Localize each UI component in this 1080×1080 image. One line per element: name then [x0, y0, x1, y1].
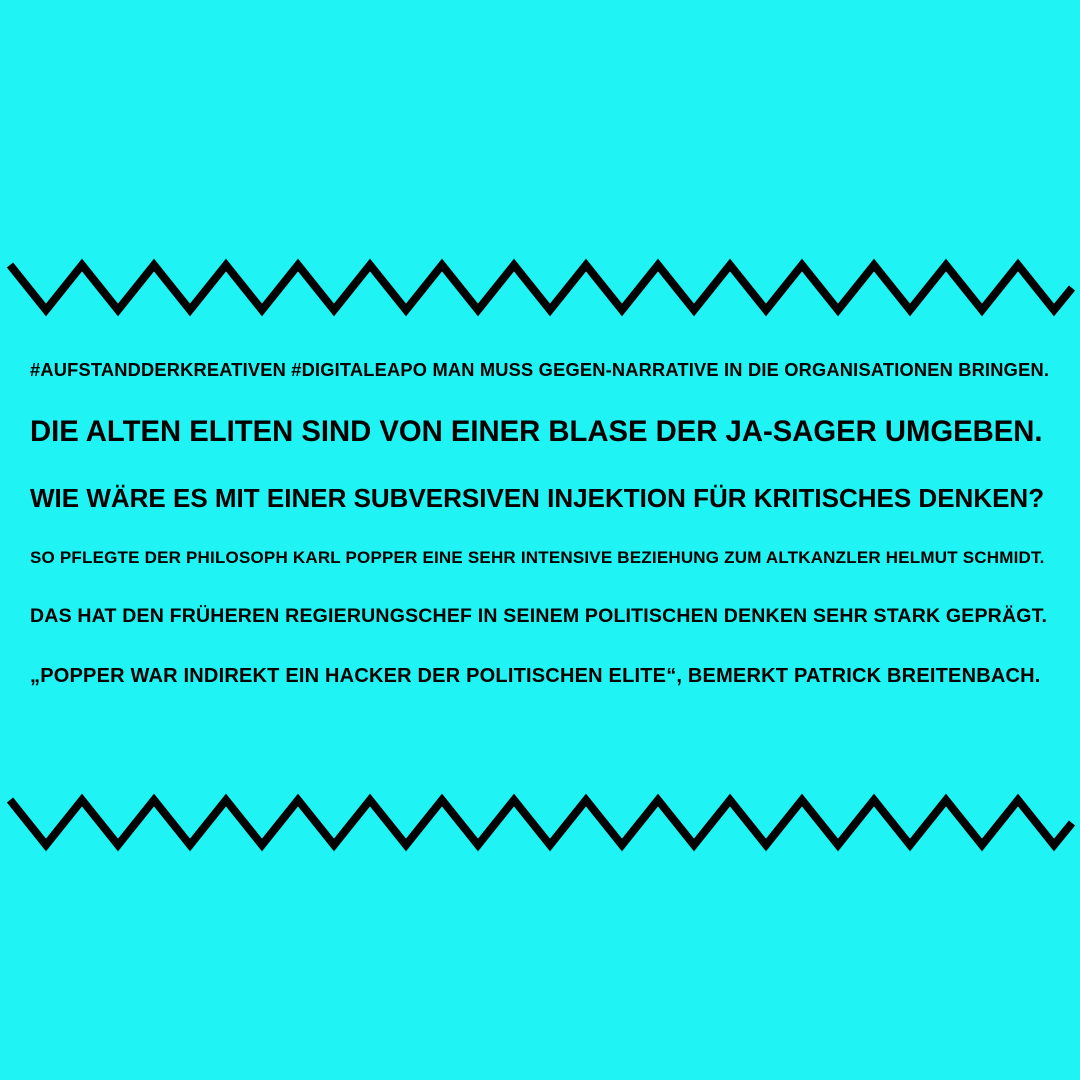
- poster-text-block: [0, 360, 1080, 687]
- poster-line-headline-1: DIE ALTEN ELITEN SIND VON EINER BLASE DER JA-SAGER UMGEBEN.: [30, 416, 1043, 449]
- zigzag-divider-top-icon: [0, 255, 1080, 325]
- poster-line-kicker: #AUFSTANDDERKREATIVEN #DIGITALEAPO MAN MUSS GEGEN-NARRATIVE IN DIE ORGANISATIONEN BRINGEN.: [30, 359, 1050, 380]
- poster-line-body-1: SO PFLEGTE DER PHILOSOPH KARL POPPER EINE SEHR INTENSIVE BEZIEHUNG ZUM ALTKANZLER HELMUT SCHMIDT.: [30, 547, 1045, 567]
- poster-line-headline-2: WIE WÄRE ES MIT EINER SUBVERSIVEN INJEKTION FÜR KRITISCHES DENKEN?: [30, 483, 1045, 514]
- zigzag-divider-bottom-icon: [0, 790, 1080, 860]
- poster-line-body-2: DAS HAT DEN FRÜHEREN REGIERUNGSCHEF IN SEINEM POLITISCHEN DENKEN SEHR STARK GEPRÄGT.: [30, 604, 1048, 627]
- poster-line-body-3: „POPPER WAR INDIREKT EIN HACKER DER POLITISCHEN ELITE“, BEMERKT PATRICK BREITENBACH.: [30, 664, 1041, 687]
